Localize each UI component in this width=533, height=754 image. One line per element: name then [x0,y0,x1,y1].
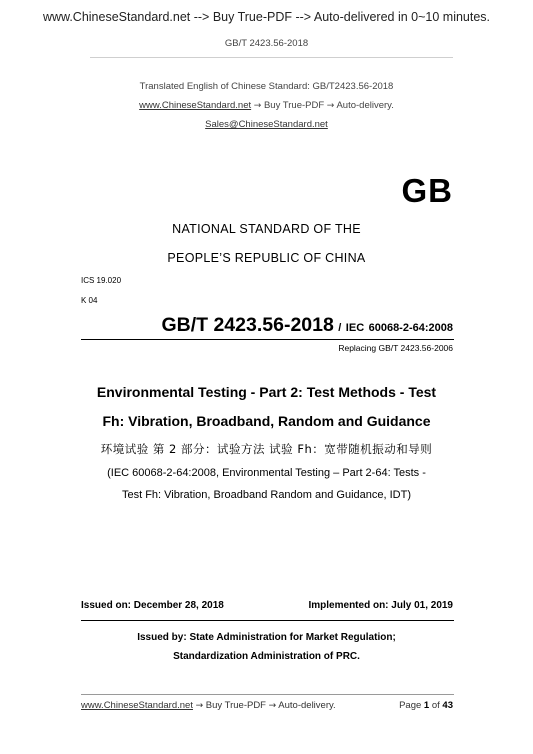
header-divider [90,57,453,58]
gb-logo-mark: GB [401,172,453,209]
standard-separator: / [338,322,342,334]
iec-number: 60068-2-64:2008 [368,322,453,334]
footer-site-link[interactable]: www.ChineseStandard.net [81,700,193,711]
page-indicator [399,700,453,711]
footer-divider [81,694,454,695]
arrow-right-icon: → [195,701,204,711]
issue-divider [81,620,454,621]
chinese-title: 环境试验 第 2 部分：试验方法 试验 Fh：宽带随机振动和导则 [100,442,433,456]
standard-number-line [161,314,453,337]
header-standard-code: GB/T 2423.56-2018 [224,38,309,49]
email-line [0,119,533,130]
issuer-line1: Issued by: State Administration for Market Regulation; [137,632,396,643]
page-label: Page [399,700,422,711]
buy-text: Buy True-PDF [263,100,325,111]
classification-code: K 04 [81,296,98,305]
page-of: of [431,700,440,711]
arrow-right-icon: → [326,101,335,111]
standard-divider [81,339,454,340]
page-total: 43 [442,700,453,711]
issuer-line2: Standardization Administration of PRC. [173,651,360,662]
translation-links [0,100,533,111]
footer-auto-delivery-text: Auto-delivery. [278,700,336,711]
implemented-on-date: Implemented on: July 01, 2019 [308,600,453,611]
top-banner: www.ChineseStandard.net --> Buy True-PDF --> Auto-delivered in 0~10 minutes. [42,10,491,24]
replacing-note: Replacing GB/T 2423.56-2006 [338,343,453,353]
auto-delivery-text: Auto-delivery. [336,100,394,111]
footer-buy-text: Buy True-PDF [205,700,266,711]
footer-links [81,700,336,711]
page-current: 1 [423,700,430,711]
iec-equivalence-line1: (IEC 60068-2-64:2008, Environmental Testing – Part 2-64: Tests - [107,467,426,479]
document-title-line1: Environmental Testing - Part 2: Test Methods - Test [96,384,437,400]
arrow-right-icon: → [253,101,262,111]
iec-equivalence-line2: Test Fh: Vibration, Broadband Random and Guidance, IDT) [121,489,411,501]
translation-note: Translated English of Chinese Standard: GB/T2423.56-2018 [139,81,394,92]
national-standard-line2: PEOPLE’S REPUBLIC OF CHINA [167,251,366,265]
email-link[interactable]: Sales@ChineseStandard.net [205,119,328,130]
document-title-line2: Fh: Vibration, Broadband, Random and Guidance [102,413,431,429]
site-link[interactable]: www.ChineseStandard.net [139,100,252,111]
standard-number: GB/T 2423.56-2018 [161,314,334,336]
iec-prefix: IEC [345,322,365,334]
ics-code: ICS 19.020 [81,276,122,285]
issued-on-date: Issued on: December 28, 2018 [81,600,224,611]
national-standard-line1: NATIONAL STANDARD OF THE [172,222,361,236]
arrow-right-icon: → [268,701,277,711]
